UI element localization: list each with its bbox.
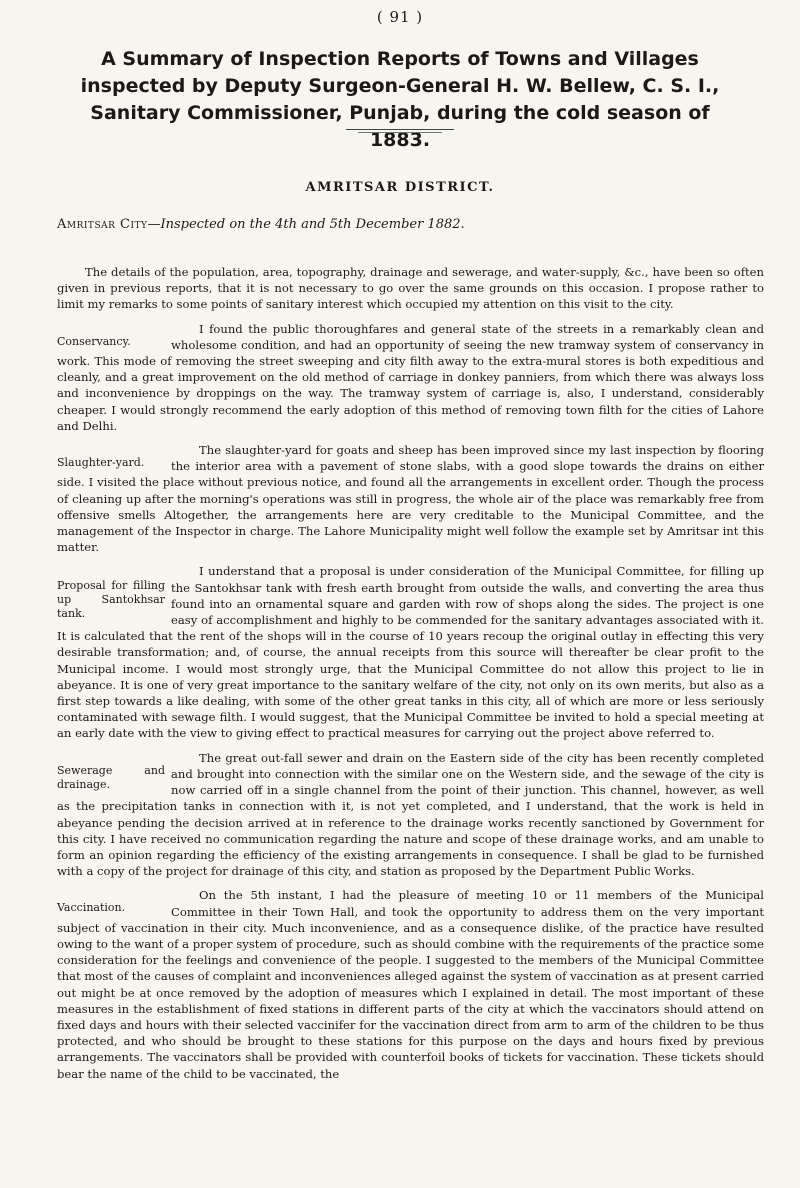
paragraph-santokhsar bbox=[57, 563, 764, 741]
title-divider-secondary bbox=[358, 132, 442, 133]
marginal-note-slaughter-yard: Slaughter-yard. bbox=[57, 456, 145, 470]
page-title: A Summary of Inspection Reports of Towns and Villages inspected by Deputy Surgeon-General H. W. Bellew, C. S. I., Sanitary Commissioner, Punjab, during the cold season of 1883. bbox=[80, 48, 720, 151]
marginal-note-santokhsar: Proposal for filling up Santokhsar tank. bbox=[57, 579, 165, 621]
paragraph-text: I understand that a proposal is under consideration of the Municipal Committee, for filling up the Santokhsar tank with fresh earth brought from outside the walls, and converting the area thus found into an ornamental square and garden with row of shops along the sides. The project is one easy of accomplishment and highly to be commended for the sanitary advantages associated with it. It is calculated that the rent of the shops will in the course of 10 years recoup the original outlay in effecting this very desirable transformation; and, of course, the annual receipts from this source will thereafter be clear profit to the Municipal income. I would most strongly urge, that the Municipal Committee do not allow this project to lie in abeyance. It is one of very great importance to the sanitary welfare of the city, not only on its own merits, but also as a first step towards a like dealing, with some of the other great tanks in this city, all of which are more or less seriously contaminated with sewage filth. I would suggest, that the Municipal Committee be invited to hold a special meeting at an early date with the view to giving effect to practical measures for carrying out the project above referred to. bbox=[57, 564, 764, 741]
paragraph-text: On the 5th instant, I had the pleasure of meeting 10 or 11 members of the Municipal Committee in their Town Hall, and took the opportunity to address them on the very important subject of vaccination in their city. Much inconvenience, and as a consequence dislike, of the practice have resulted owing to the want of a proper system of procedure, such as should combine with the requirements of the practice some consideration for the feelings and convenience of the people. I suggested to the members of the Municipal Committee that most of the causes of complaint and inconveniences alleged against the system of vaccination as at present carried out might be at once removed by the adoption of measures which I explained in detail. The most important of these measures in the establishment of fixed stations in different parts of the city at which the vaccinators should attend on fixed days and hours with their selected vaccinifer for the vaccination direct from arm to arm of the children to be thus protected, and who should be brought to these stations for this purpose on the days and hours fixed by previous arrangements. The vaccinators shall be provided with counterfoil books of tickets for vaccination. These tickets should bear the name of the child to be vaccinated, the bbox=[57, 888, 764, 1081]
subhead-place: Amritsar City bbox=[57, 217, 148, 232]
paragraph-slaughter-yard bbox=[57, 442, 764, 555]
paragraph-sewerage bbox=[57, 750, 764, 880]
title-divider bbox=[346, 129, 454, 130]
paragraph-conservancy bbox=[57, 321, 764, 434]
section-subhead bbox=[57, 217, 465, 232]
paragraph-text: The slaughter-yard for goats and sheep has been improved since my last inspection by flooring the interior area with a pavement of stone slabs, with a good slope towards the drains on either side. I visited the place without previous notice, and found all the arrangements in excellent order. Though the process of cleaning up after the morning's operations was still in progress, the whole air of the place was remarkably free from offensive smells Altogether, the arrangements here are very creditable to the Municipal Committee, and the management of the Inspector in charge. The Lahore Municipality might well follow the example set by Amritsar int this matter. bbox=[57, 443, 764, 555]
district-heading: AMRITSAR DISTRICT. bbox=[305, 180, 495, 195]
paragraph-vaccination bbox=[57, 887, 764, 1081]
marginal-note-conservancy: Conservancy. bbox=[57, 334, 131, 348]
page-number: ( 91 ) bbox=[376, 8, 424, 26]
paragraph-intro bbox=[57, 264, 764, 313]
subhead-dash: — bbox=[147, 217, 161, 232]
paragraph-text: The great out-fall sewer and drain on the Eastern side of the city has been recently completed and brought into connection with the similar one on the Western side, and the sewage of the city is now carried off in a single channel from the point of their junction. This channel, however, as well as the precipitation tanks in connection with it, is not yet completed, and I understand, that the work is held in abeyance pending the decision arrived at in reference to the drainage works recently sanctioned by Government for this city. I have received no communication regarding the nature and scope of these drainage works, and am unable to form an opinion regarding the efficiency of the existing arrangements in consequence. I shall be glad to be furnished with a copy of the project for drainage of this city, and station as proposed by the Department Public Works. bbox=[57, 750, 764, 879]
marginal-note-vaccination: Vaccination. bbox=[57, 901, 126, 915]
marginal-note-sewerage: Sewerage and drainage. bbox=[57, 763, 165, 791]
subhead-inspection-dates: Inspected on the 4th and 5th December 1882. bbox=[160, 217, 465, 232]
paragraph-text: I found the public thoroughfares and general state of the streets in a remarkably clean and wholesome condition, and had an opportunity of seeing the new tramway system of conservancy in work. This mode of removing the street sweeping and city filth away to the extra-mural stores is both expeditious and cleanly, and a great improvement on the old method of carriage in donkey panniers, from which there was always loss and inconvenience by droppings on the way. The tramway system of carriage is, also, I understand, considerably cheaper. I would strongly recommend the early adoption of this method of removing town filth for the cities of Lahore and Delhi. bbox=[57, 321, 764, 433]
report-body bbox=[57, 264, 764, 1082]
paragraph-text: The details of the population, area, topography, drainage and sewerage, and water-supply, &c., have been so often given in previous reports, that it is not necessary to go over the same grounds on this occasion. I propose rather to limit my remarks to some points of sanitary interest which occupied my attention on this visit to the city. bbox=[57, 265, 764, 312]
